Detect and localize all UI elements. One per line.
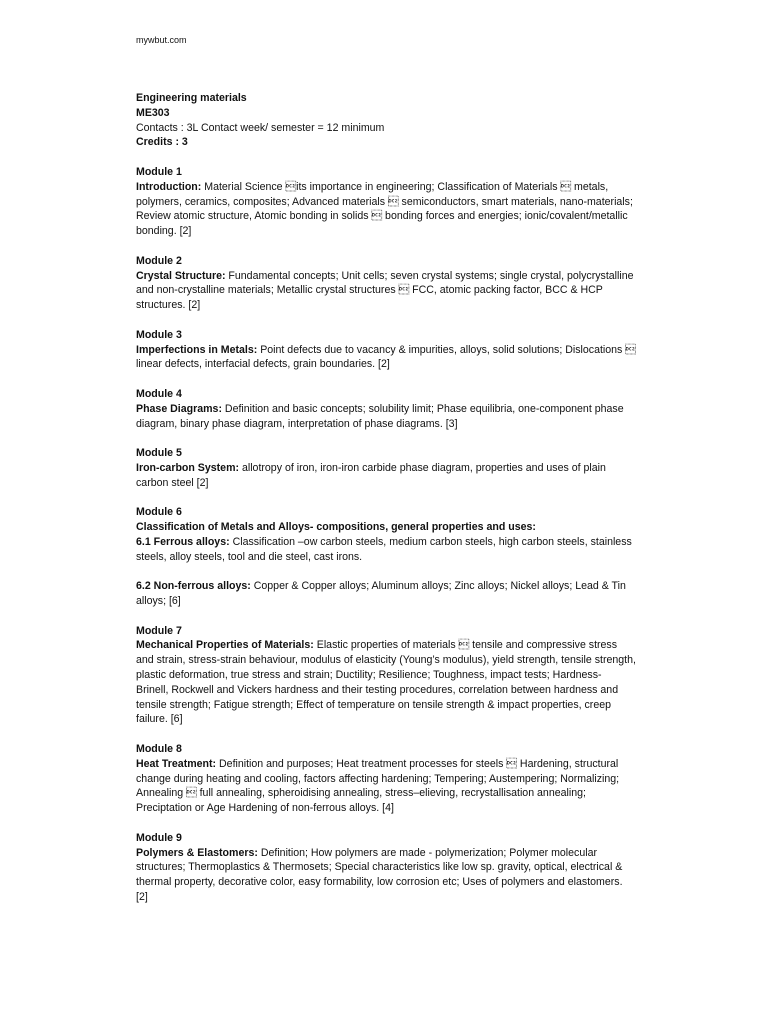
syllabus-page	[136, 34, 636, 905]
course-info	[136, 91, 636, 150]
module-topic: Crystal Structure:	[136, 269, 226, 282]
module-content	[136, 461, 636, 491]
module-heading: Module 5	[136, 447, 182, 460]
course-title: Engineering materials	[136, 92, 247, 104]
module-topic: Mechanical Properties of Materials:	[136, 639, 314, 652]
module-text: Definition and basic concepts; solubility limit; Phase equilibria, one-component phase diagram, binary phase diagram, interpretation of phase diagrams. [3]	[136, 402, 624, 430]
module-content	[136, 269, 636, 313]
module-text: Point defects due to vacancy & impurities, alloys, solid solutions; Dislocations  linear defects, interfacial defects, grain boundaries. [2]	[136, 343, 636, 371]
module-heading: Module 3	[136, 328, 182, 341]
module-heading: Module 9	[136, 831, 182, 844]
module-heading: Module 7	[136, 624, 182, 637]
module-text: Elastic properties of materials  tensile and compressive stress and strain, stress-strain behaviour, modulus of elasticity (Young’s modulus), yield strength, tensile strength, plastic deformation, true stress and strain; Ductility; Resilience; Toughness, impact tests; Hardness- Brinell, Rockwell and Vickers hardness and their testing procedures, correlation between hardness and tensile strength; Fatigue strength; Effect of temperature on tensile strength & impact properties, creep failure. [6]	[136, 639, 636, 726]
module-content	[136, 846, 636, 905]
module-text: Classification –ow carbon steels, medium carbon steels, high carbon steels, stainless steels, alloy steels, tool and die steel, cast irons.	[136, 535, 632, 563]
module-text: Definition; How polymers are made - polymerization; Polymer molecular structures; Thermoplastics & Thermosets; Special characteristics like low sp. gravity, optical, electrical & thermal property, decorative color, easy formability, low corrosion etc; Uses of polymers and elastomers. [2]	[136, 846, 623, 904]
module-topic: Imperfections in Metals:	[136, 343, 258, 356]
module-topic: Polymers & Elastomers:	[136, 846, 258, 859]
course-code: ME303	[136, 106, 170, 119]
module-heading: Module 6	[136, 506, 182, 519]
module-heading: Module 1	[136, 165, 182, 178]
module-1	[136, 165, 636, 239]
module-7	[136, 624, 636, 728]
module-2	[136, 254, 636, 313]
course-credits: Credits : 3	[136, 136, 188, 149]
module-heading: Module 8	[136, 743, 182, 756]
module-text: Definition and purposes; Heat treatment processes for steels  Hardening, structural change during heating and cooling, factors affecting hardening; Tempering; Austempering; Normalizing; Annealing  full annealing, spheroidising annealing, stress–elieving, recrystallisation annealing; Preciptation or Age Hardening of non-ferrous alloys. [4]	[136, 757, 620, 815]
module-topic: Introduction:	[136, 180, 202, 193]
course-contacts: Contacts : 3L Contact week/ semester = 12 minimum	[136, 121, 385, 134]
module-subheading: Classification of Metals and Alloys- compositions, general properties and uses:	[136, 521, 536, 534]
module-content-part-1	[136, 535, 636, 565]
module-content	[136, 180, 636, 239]
module-content	[136, 343, 636, 373]
module-heading: Module 2	[136, 254, 182, 267]
module-9	[136, 831, 636, 905]
module-topic: 6.2 Non-ferrous alloys:	[136, 580, 251, 593]
module-8	[136, 742, 636, 816]
site-header: mywbut.com	[136, 35, 187, 45]
module-3	[136, 328, 636, 372]
module-5	[136, 446, 636, 490]
module-content	[136, 638, 636, 727]
module-topic: Iron-carbon System:	[136, 461, 240, 474]
module-text: Fundamental concepts; Unit cells; seven crystal systems; single crystal, polycrystalline and non-crystalline materials; Metallic crystal structures  FCC, atomic packing factor, BCC & HCP structures. [2]	[136, 269, 634, 312]
module-topic: Heat Treatment:	[136, 757, 217, 770]
module-4	[136, 387, 636, 431]
module-6	[136, 505, 636, 609]
module-text: Copper & Copper alloys; Aluminum alloys; Zinc alloys; Nickel alloys; Lead & Tin alloys; [6]	[136, 580, 626, 608]
module-topic: 6.1 Ferrous alloys:	[136, 535, 230, 548]
module-text: allotropy of iron, iron-iron carbide phase diagram, properties and uses of plain carbon steel [2]	[136, 461, 606, 489]
module-topic: Phase Diagrams:	[136, 402, 222, 415]
module-text: Material Science its importance in engineering; Classification of Materials  metals, polymers, ceramics, composites; Advanced materials  semiconductors, smart materials, nano-materials; Review atomic structure, Atomic bonding in solids  bonding forces and energies; ionic/covalent/metallic bonding. [2]	[136, 180, 633, 238]
module-content	[136, 402, 636, 432]
module-content	[136, 757, 636, 816]
module-content-part-2	[136, 579, 636, 609]
module-heading: Module 4	[136, 387, 182, 400]
